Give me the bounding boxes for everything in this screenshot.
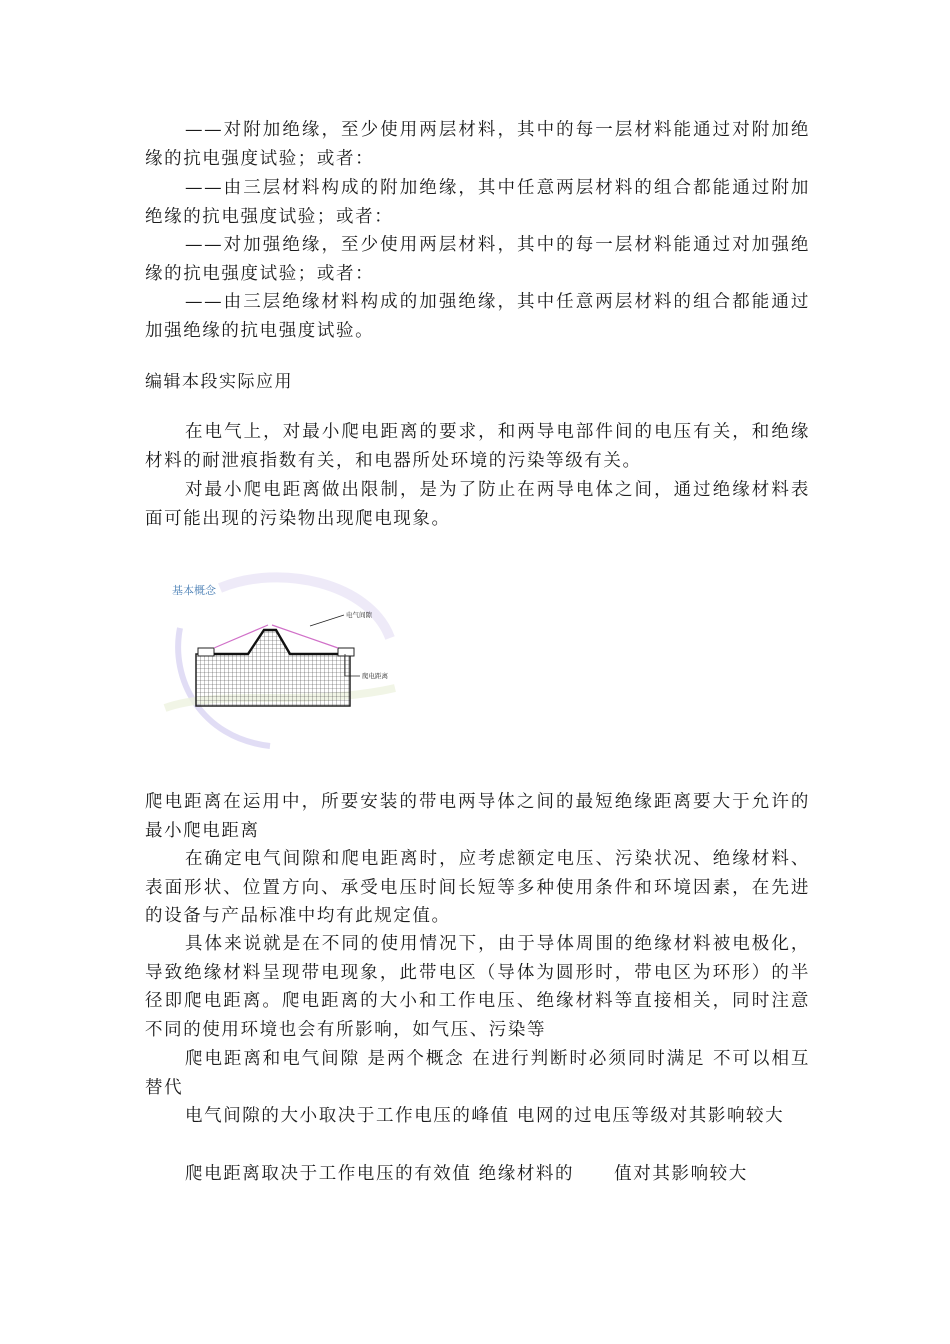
- paragraph-determination-factors: 在确定电气间隙和爬电距离时，应考虑额定电压、污染状况、绝缘材料、表面形状、位置方向、承受电压时间长短等多种使用条件和环境因素，在先进的设备与产品标准中均有此规定值。: [145, 849, 810, 926]
- paragraph-supplementary-three-layers: ——由三层材料构成的附加绝缘，其中任意两层材料的组合都能通过附加绝缘的抗电强度试验；或者：: [145, 178, 810, 227]
- section-heading: 编辑本段实际应用: [145, 372, 293, 392]
- conductor-right: [338, 648, 354, 656]
- creepage-concept-figure: [160, 568, 400, 750]
- paragraph-creepage-in-use: 爬电距离在运用中，所要安装的带电两导体之间的最短绝缘距离要大于允许的最小爬电距离: [145, 792, 810, 841]
- creepage-label: 爬电距离: [362, 672, 388, 680]
- decorative-swirl: [220, 577, 390, 638]
- paragraph-reinforced-two-layers: ——对加强绝缘，至少使用两层材料，其中的每一层材料能通过对加强绝缘的抗电强度试验；或者：: [145, 235, 810, 284]
- clearance-label: 电气间隙: [346, 611, 372, 619]
- paragraph-creepage-rms: [145, 1160, 810, 1189]
- paragraph-clearance-peak: 电气间隙的大小取决于工作电压的峰值 电网的过电压等级对其影响较大: [185, 1106, 785, 1126]
- paragraph-polarization-explanation: 具体来说就是在不同的使用情况下，由于导体周围的绝缘材料被电极化，导致绝缘材料呈现带电现象，此带电区（导体为圆形时，带电区为环形）的半径即爬电距离。爬电距离的大小和工作电压、绝缘材料等直接相关，同时注意不同的使用环境也会有所影响，如气压、污染等: [145, 934, 810, 1040]
- paragraph-creepage-requirements: 在电气上，对最小爬电距离的要求，和两导电部件间的电压有关，和绝缘材料的耐泄痕指数有关，和电器所处环境的污染等级有关。: [145, 422, 810, 471]
- insulator-body: [196, 630, 350, 706]
- conductor-left: [198, 648, 214, 656]
- paragraph-creepage-rms-part1: 爬电距离取决于工作电压的有效值 绝缘材料的: [185, 1164, 575, 1184]
- paragraph-two-concepts: 爬电距离和电气间隙 是两个概念 在进行判断时必须同时满足 不可以相互替代: [145, 1049, 810, 1098]
- paragraph-reinforced-three-layers: ——由三层绝缘材料构成的加强绝缘，其中任意两层材料的组合都能通过加强绝缘的抗电强度试验。: [145, 292, 810, 341]
- paragraph-supplementary-two-layers: ——对附加绝缘，至少使用两层材料，其中的每一层材料能通过对附加绝缘的抗电强度试验；或者：: [145, 120, 810, 169]
- paragraph-creepage-rms-part2: 值对其影响较大: [614, 1164, 748, 1184]
- figure-title: 基本概念: [172, 584, 216, 597]
- creepage-diagram: [160, 568, 400, 750]
- paragraph-creepage-limit-purpose: 对最小爬电距离做出限制，是为了防止在两导电体之间，通过绝缘材料表面可能出现的污染物出现爬电现象。: [145, 480, 810, 529]
- clearance-callout-line: [310, 615, 344, 626]
